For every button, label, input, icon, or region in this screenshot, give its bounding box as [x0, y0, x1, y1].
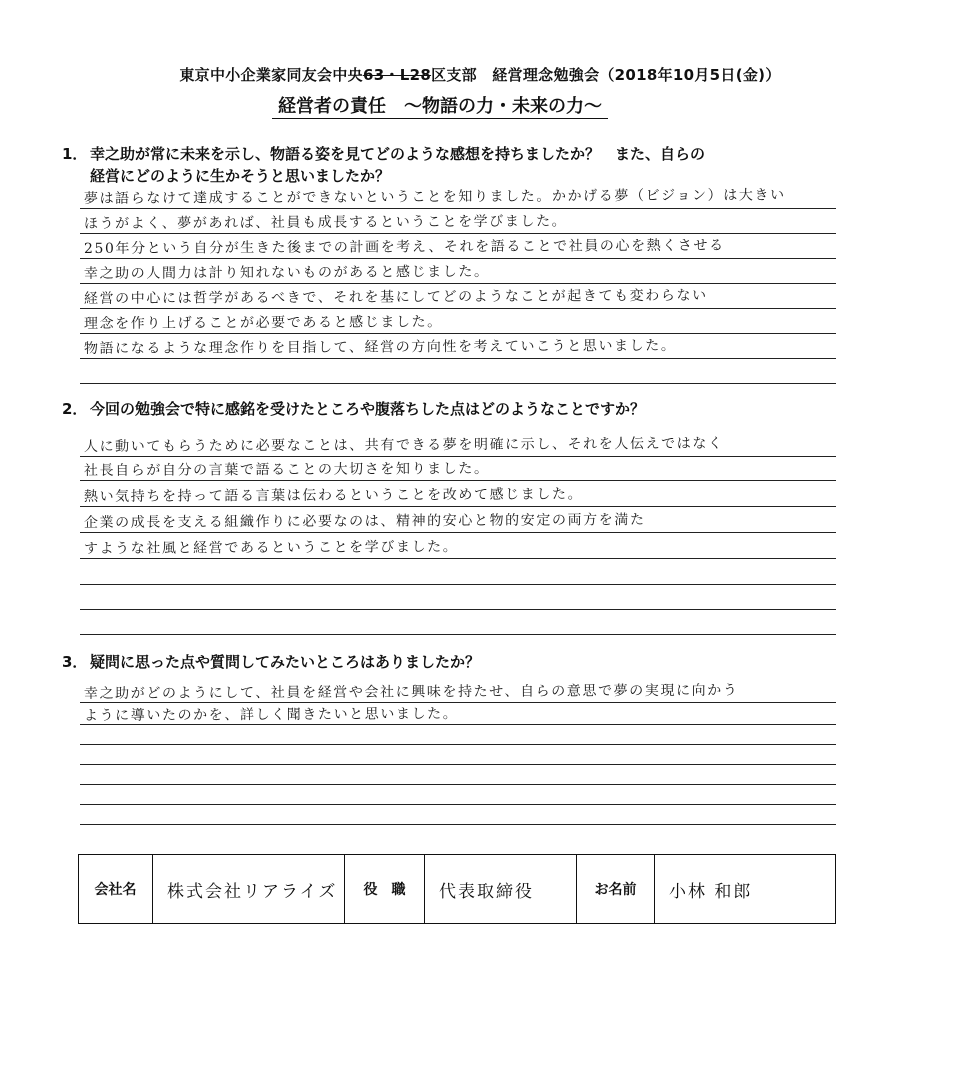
question-1-text-line2: 経営にどのように生かそうと思いましたか？: [90, 167, 391, 185]
question-3-text: 疑問に思った点や質問してみたいところはありましたか？: [90, 653, 481, 671]
question-1: [62, 143, 705, 187]
page-title-text: 経営者の責任 ～物語の力・未来の力～: [272, 96, 608, 119]
role-value: 代表取締役: [425, 855, 577, 923]
handwritten-answer-line: 企業の成長を支える組織作りに必要なのは、精神的安心と物的安定の両方を満た: [83, 512, 646, 531]
ruled-line: [80, 258, 836, 259]
ruled-line: [80, 558, 836, 559]
page-title: [0, 92, 880, 118]
ruled-line: [80, 744, 836, 745]
question-3-number: 3．: [62, 653, 88, 671]
ruled-line: [80, 308, 836, 309]
ruled-line: [80, 480, 836, 481]
name-label: お名前: [577, 855, 655, 923]
company-label: 会社名: [79, 855, 153, 923]
handwritten-answer-line: 250年分という自分が生きた後までの計画を考え、それを語ることで社員の心を熱くさせる: [83, 237, 725, 257]
question-3: [62, 651, 480, 673]
ruled-line: [80, 584, 836, 585]
ruled-line: [80, 824, 836, 825]
question-2: [62, 398, 645, 420]
ruled-line: [80, 208, 836, 209]
ruled-line: [80, 804, 836, 805]
question-1-text-line1: 幸之助が常に未来を示し、物語る姿を見てどのような感想を持ちましたか？ また、自らの: [90, 145, 706, 163]
handwritten-answer-line: 熱い気持ちを持って語る言葉は伝わるということを改めて感じました。: [83, 486, 584, 505]
handwritten-answer-line: 物語になるような理念作りを目指して、経営の方向性を考えていこうと思いました。: [83, 337, 677, 357]
ruled-line: [80, 456, 836, 457]
ruled-line: [80, 358, 836, 359]
handwritten-answer-line: 理念を作り上げることが必要であると感じました。: [83, 314, 443, 332]
ruled-line: [80, 784, 836, 785]
ruled-line: [80, 333, 836, 334]
event-header-part2: 区支部 経営理念勉強会（2018年10月5日(金)）: [431, 66, 781, 84]
handwritten-answer-line: 幸之助の人間力は計り知れないものがあると感じました。: [83, 263, 490, 282]
handwritten-answer-line: 夢は語らなけて達成することができないということを知りました。かかげる夢（ビジョン）は大きい: [83, 187, 786, 208]
handwritten-answer-line: ように導いたのかを、詳しく聞きたいと思いました。: [83, 706, 459, 724]
handwritten-answer-line: すような社風と経営であるということを学びました。: [83, 539, 459, 557]
struck-text: 63・L28: [362, 66, 432, 84]
ruled-line: [80, 764, 836, 765]
handwritten-answer-line: 社長自らが自分の言葉で語ることの大切さを知りました。: [83, 460, 490, 479]
ruled-line: [80, 283, 836, 284]
event-header-part1: 東京中小企業家同友会中央: [179, 66, 363, 84]
question-2-number: 2．: [62, 400, 88, 418]
ruled-line: [80, 634, 836, 635]
ruled-line: [80, 532, 836, 533]
ruled-line: [80, 609, 836, 610]
handwritten-answer-line: 経営の中心には哲学があるべきで、それを基にしてどのようなことが起きても変わらない: [83, 287, 708, 307]
respondent-info-table: [78, 854, 836, 924]
question-2-text: 今回の勉強会で特に感銘を受けたところや腹落ちした点はどのようなことですか？: [90, 400, 646, 418]
handwritten-answer-line: ほうがよく、夢があれば、社員も成長するということを学びました。: [83, 213, 568, 233]
company-value: 株式会社リアライズ: [153, 855, 345, 923]
ruled-line: [80, 383, 836, 384]
role-label: 役 職: [345, 855, 425, 923]
handwritten-answer-line: 幸之助がどのようにして、社員を経営や会社に興味を持たせ、自らの意思で夢の実現に向かう: [83, 682, 739, 702]
handwritten-answer-line: 人に動いてもらうために必要なことは、共有できる夢を明確に示し、それを人伝えではなく: [83, 435, 724, 455]
event-header: [0, 64, 960, 85]
name-value: 小林 和郎: [669, 881, 753, 902]
question-1-number: 1．: [62, 145, 88, 163]
ruled-line: [80, 506, 836, 507]
